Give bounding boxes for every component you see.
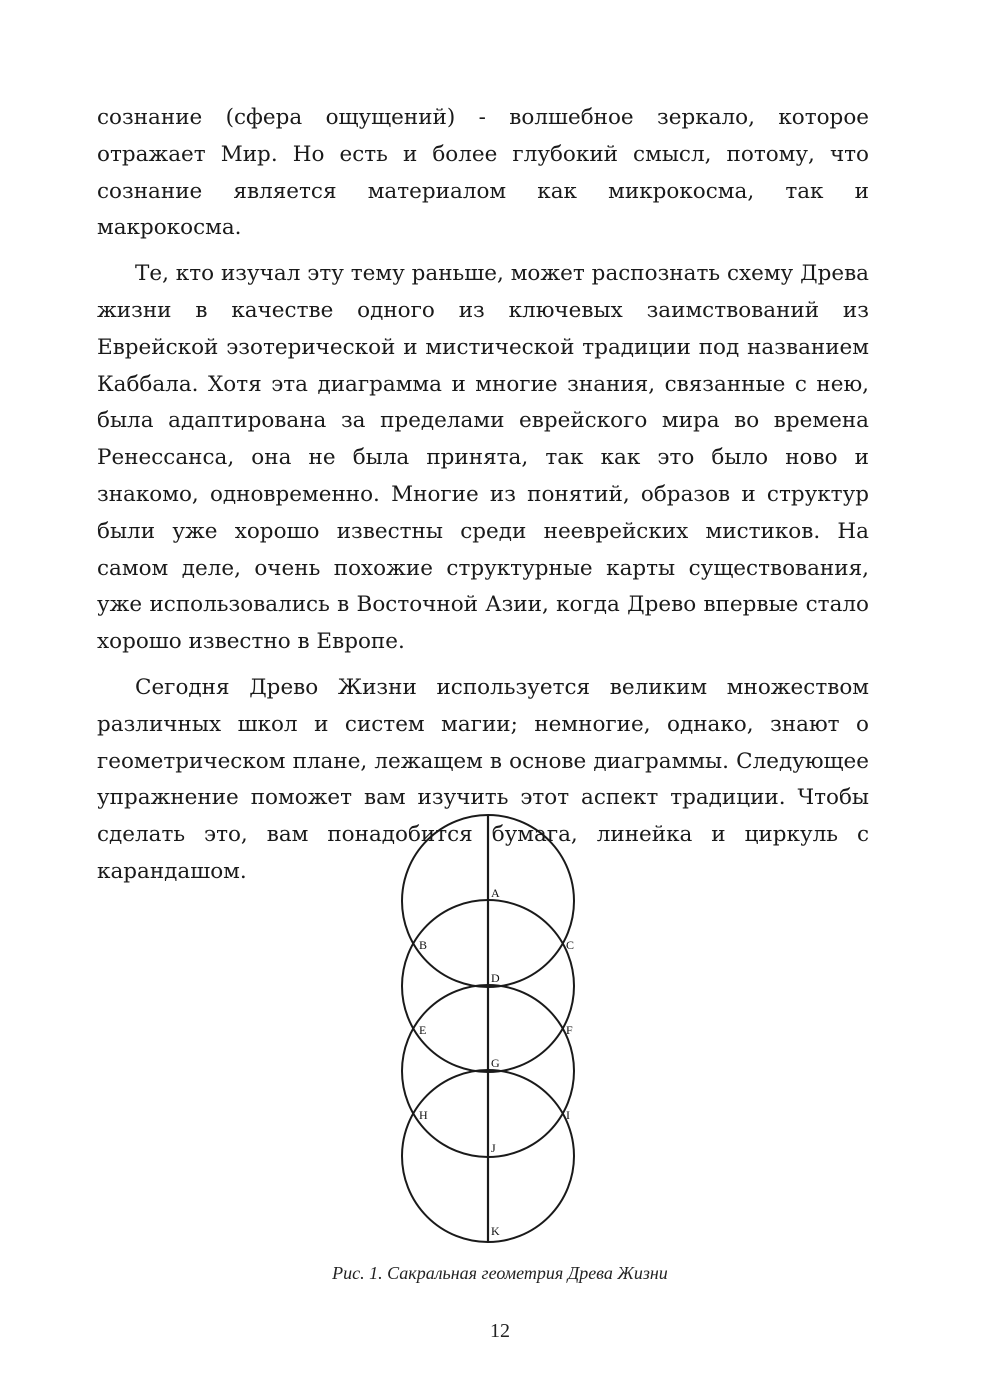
paragraph-3: Сегодня Древо Жизни используется великим множеством различных школ и систем магии; немногие, однако, знают о геометрическом плане, лежащем в основе диаграммы. Следующее упражнение поможет вам изучить этот аспект традиции. Чтобы сделать это, вам понадобится бумага, линейка и циркуль с карандашом. — [97, 674, 869, 884]
figure-caption: Рис. 1. Сакральная геометрия Древа Жизни — [332, 1263, 668, 1283]
point-label-f: F — [566, 1023, 573, 1037]
point-label-i: I — [566, 1108, 570, 1122]
page-number: 12 — [490, 1320, 510, 1342]
point-label-b: B — [419, 938, 428, 952]
point-label-h: H — [419, 1108, 428, 1122]
point-label-j: J — [491, 1141, 496, 1155]
paragraph-2: Те, кто изучал эту тему раньше, может распознать схему Древа жизни в качестве одного из ключевых заимствований из Еврейской эзотерической и мистической традиции под названием Каббала. Хотя эта диаграмма и многие знания, связанные с нею, была адаптирована за пределами еврейского мира во времена Ренессанса, она не была принята, так как это было ново и знакомо, одновременно. Многие из понятий, образов и структур были уже хорошо известны среди нееврейских мистиков. На самом деле, очень похожие структурные карты существования, уже использовались в Восточной Азии, когда Древо впервые стало хорошо известно в Европе. — [97, 261, 869, 655]
point-label-g: G — [491, 1056, 500, 1070]
point-label-a: A — [491, 886, 500, 900]
point-label-c: C — [566, 938, 575, 952]
body-text — [97, 100, 869, 900]
tree-of-life-diagram — [380, 805, 600, 1250]
point-label-k: K — [491, 1224, 500, 1238]
point-label-d: D — [491, 971, 500, 985]
diagram-svg — [380, 805, 600, 1250]
point-label-e: E — [419, 1023, 427, 1037]
paragraph-1: сознание (сфера ощущений) - волшебное зеркало, которое отражает Мир. Но есть и более глубокий смысл, потому, что сознание является материалом как микрокосма, так и макрокосма. — [97, 105, 869, 241]
